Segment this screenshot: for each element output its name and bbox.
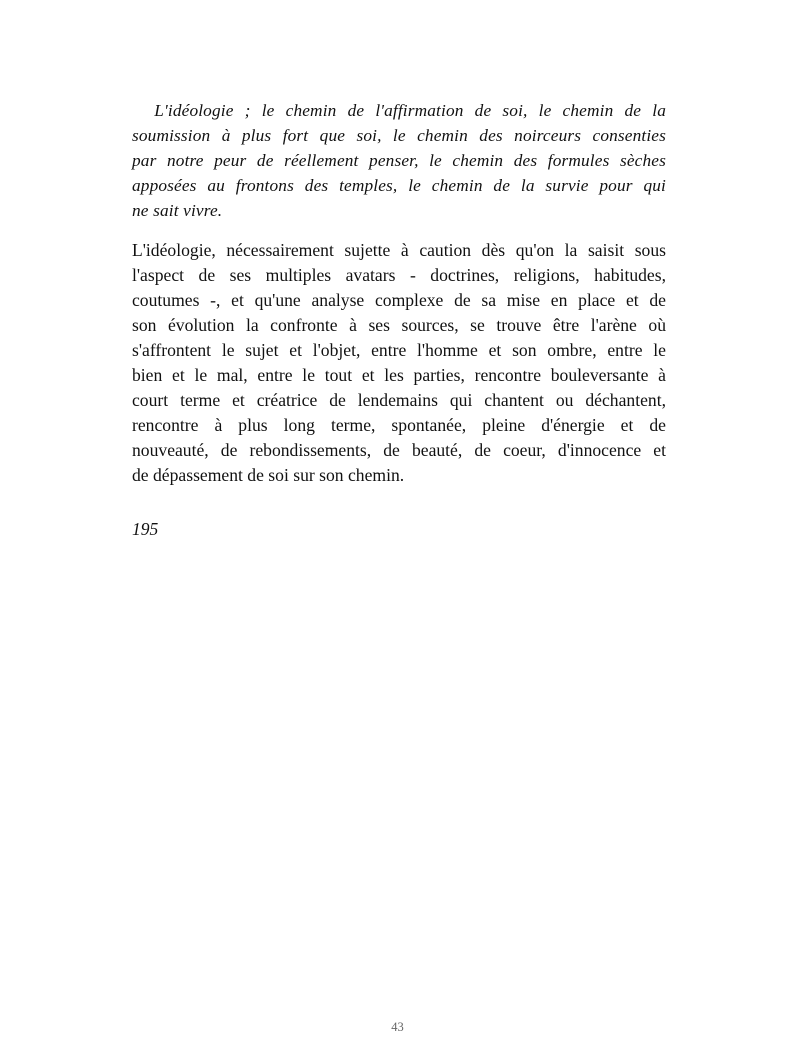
paragraph-line: rencontre à plus long terme, spontanée, pleine d'énergie et de: [132, 415, 666, 435]
paragraph-line: court terme et créatrice de lendemains qui chantent ou déchantent,: [132, 390, 666, 410]
italic-paragraph: [132, 98, 666, 223]
paragraph-line: apposées au frontons des temples, le chemin de la survie pour qui: [132, 176, 666, 195]
paragraph-line: l'aspect de ses multiples avatars - doctrines, religions, habitudes,: [132, 265, 666, 285]
paragraph-line: nouveauté, de rebondissements, de beauté, de coeur, d'innocence et: [132, 440, 666, 460]
paragraph-line: bien et le mal, entre le tout et les parties, rencontre bouleversante à: [132, 365, 666, 385]
paragraph-line: L'idéologie, nécessairement sujette à caution dès qu'on la saisit sous: [132, 240, 666, 260]
paragraph-line: soumission à plus fort que soi, le chemin des noirceurs consenties: [132, 126, 666, 145]
paragraph-line: de dépassement de soi sur son chemin.: [132, 465, 405, 485]
paragraph-line: L'idéologie ; le chemin de l'affirmation de soi, le chemin de la: [132, 101, 666, 120]
section-reference-number: 195: [132, 519, 159, 539]
page-number: 43: [391, 1020, 404, 1034]
paragraph-line: par notre peur de réellement penser, le chemin des formules sèches: [132, 151, 666, 170]
paragraph-line: son évolution la confronte à ses sources, se trouve être l'arène où: [132, 315, 666, 335]
paragraph-line: ne sait vivre.: [132, 201, 223, 220]
paragraph-line: s'affrontent le sujet et l'objet, entre l'homme et son ombre, entre le: [132, 340, 666, 360]
body-paragraph: [132, 238, 666, 488]
paragraph-line: coutumes -, et qu'une analyse complexe de sa mise en place et de: [132, 290, 666, 310]
